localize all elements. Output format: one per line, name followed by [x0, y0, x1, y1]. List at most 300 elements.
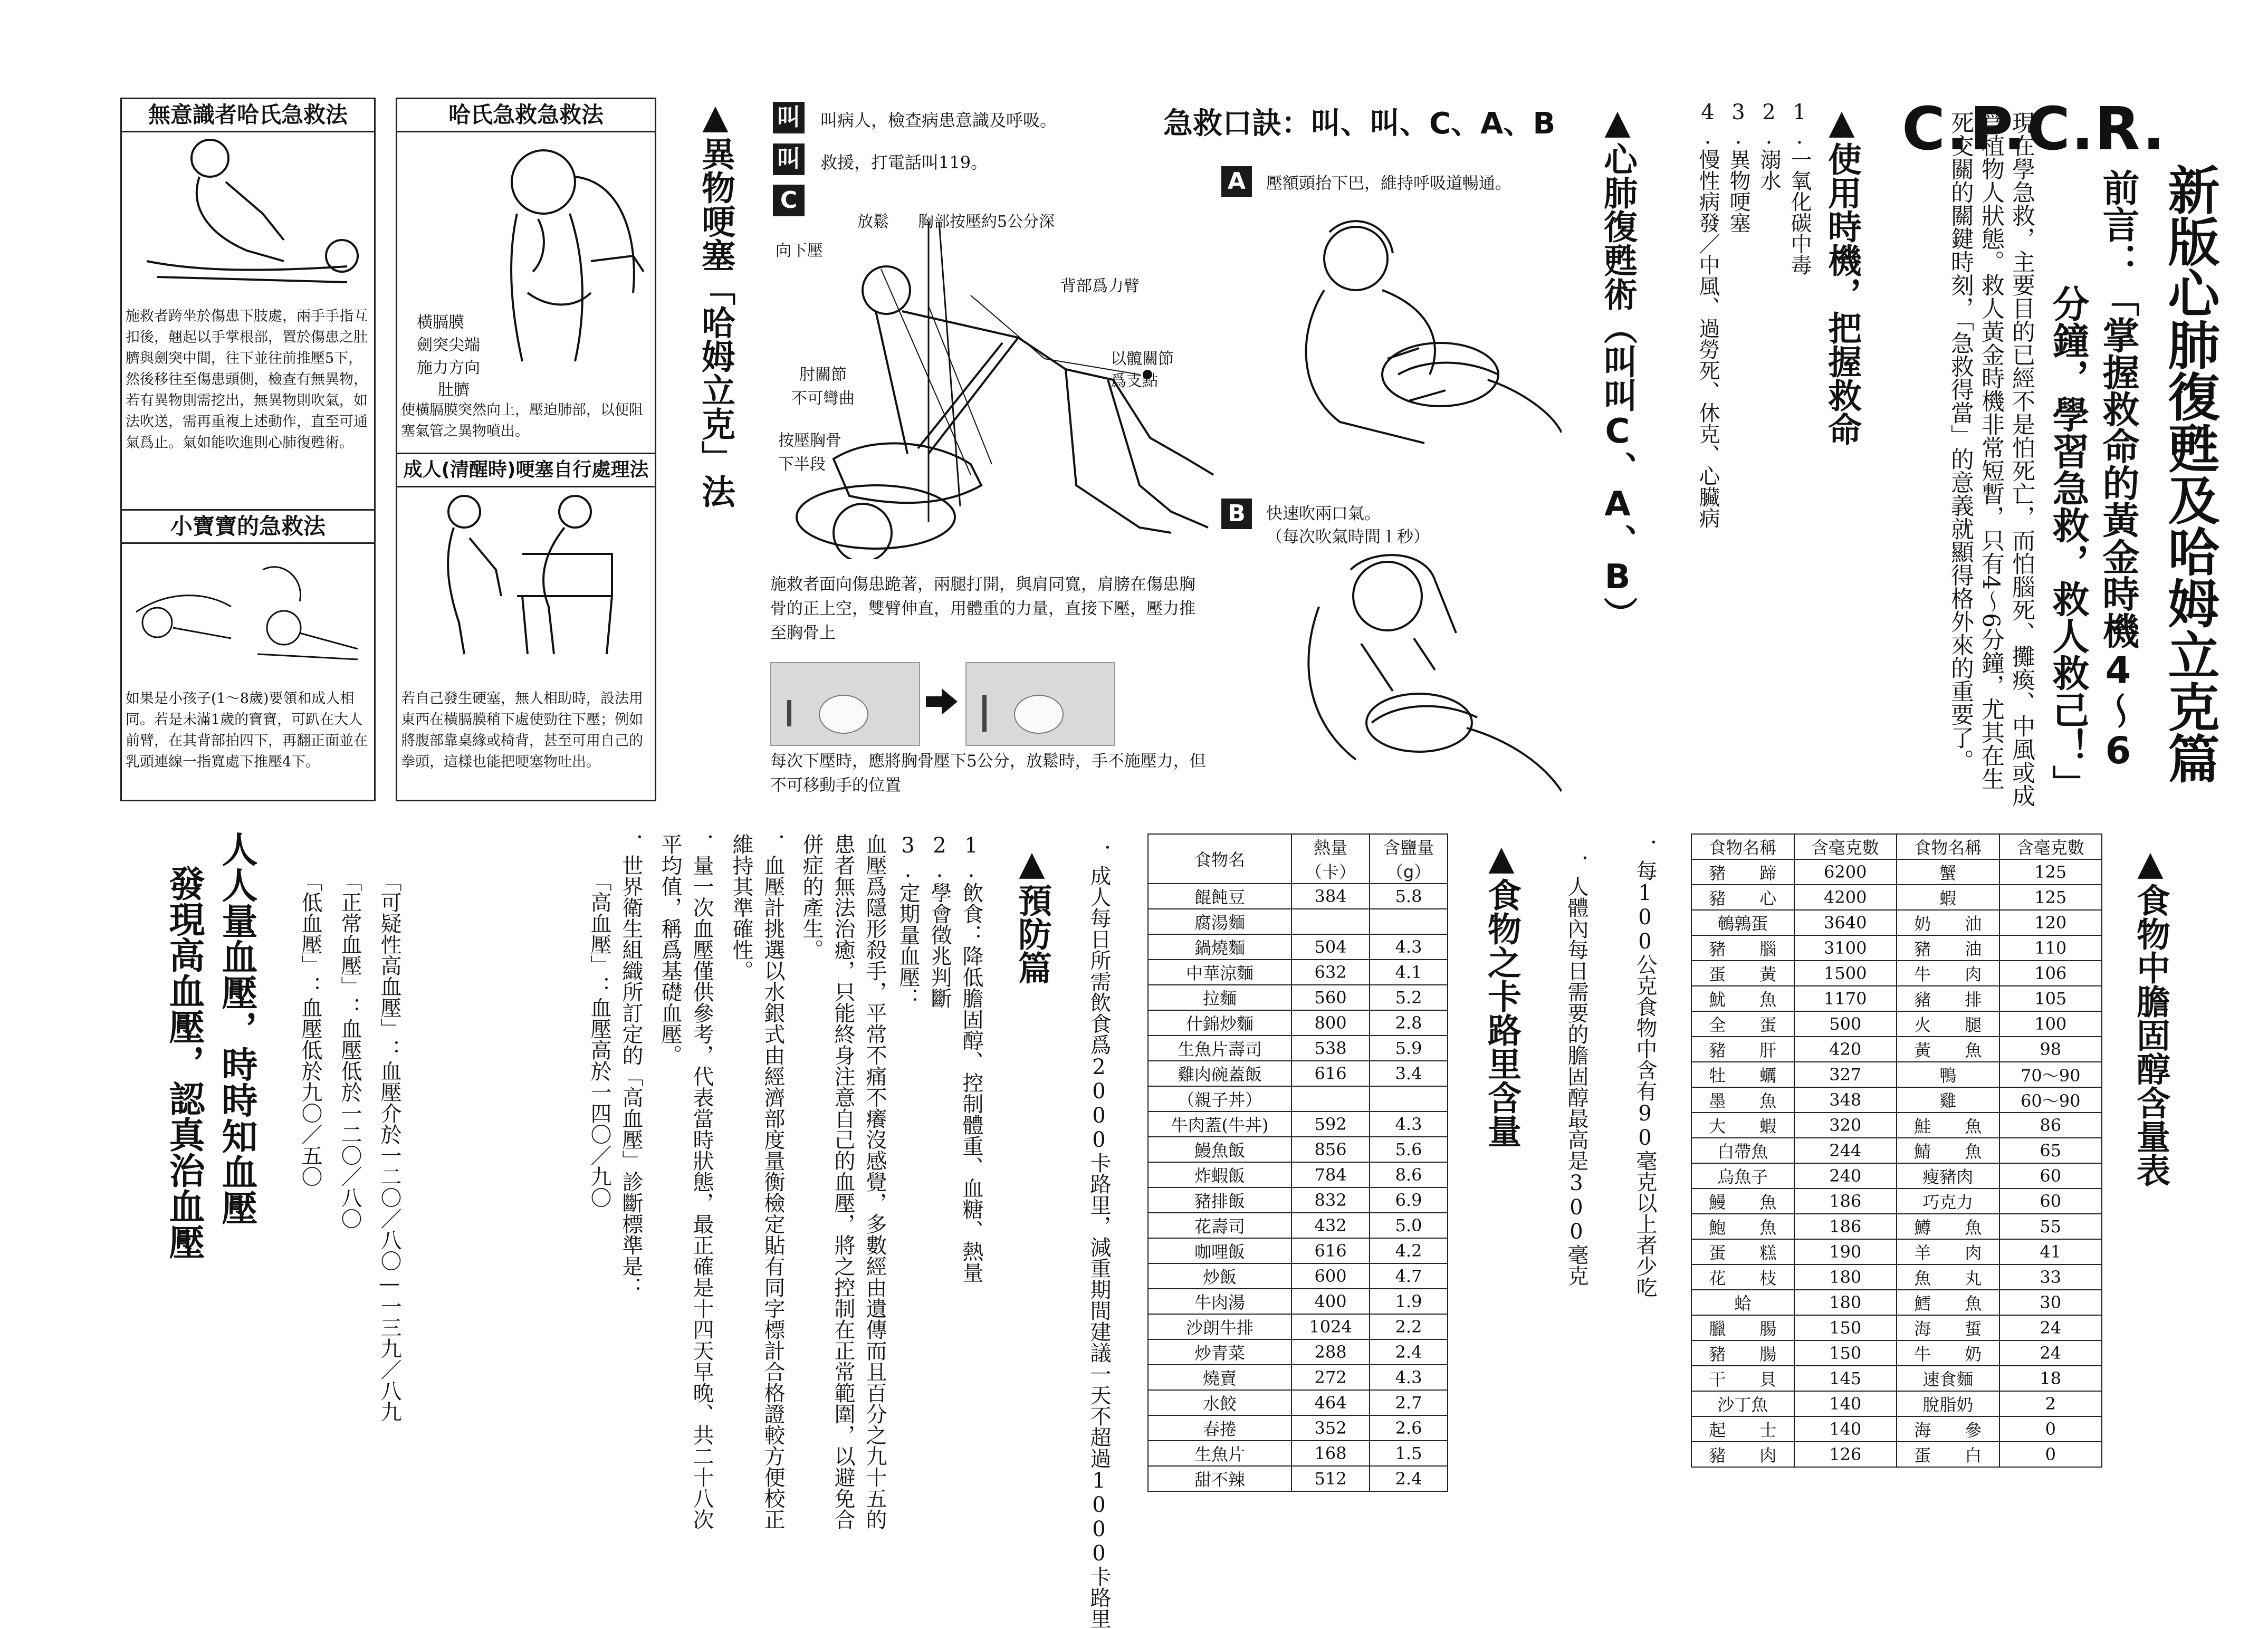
table-cell: 30 — [1999, 1290, 2102, 1315]
cal-unit: （卡） — [1291, 859, 1370, 884]
cholesterol-note-1: ．每100公克食物中含有90毫克以上者少吃 — [1633, 839, 1657, 1298]
table-cell: 400 — [1291, 1289, 1370, 1314]
table-cell: 244 — [1794, 1138, 1897, 1163]
table-cell — [1370, 909, 1448, 934]
table-cell: 100 — [1999, 1011, 2102, 1037]
table-cell: 鰻魚飯 — [1148, 1137, 1291, 1162]
table-row — [1691, 1391, 2102, 1416]
table-cell: 186 — [1794, 1214, 1897, 1239]
table-cell: 1170 — [1794, 986, 1897, 1011]
chol-header: 含毫克數 — [1794, 834, 1897, 859]
table-row — [1148, 1289, 1448, 1314]
table-cell: 320 — [1794, 1113, 1897, 1138]
table-cell: 288 — [1291, 1339, 1370, 1365]
table-cell: 1.9 — [1370, 1289, 1448, 1314]
box2-text: 使橫膈膜突然向上，壓迫肺部，以便阻塞氣管之異物噴出。 — [401, 402, 643, 439]
table-cell: 牡 蠣 — [1691, 1062, 1794, 1087]
table-row — [1691, 1163, 2102, 1189]
heimlich-heading: ▲異物哽塞「哈姆立克」法 — [696, 98, 735, 508]
step1-text: 叫病人，檢查病患意識及呼吸。 — [820, 110, 1057, 130]
table-cell: 5.2 — [1370, 985, 1448, 1010]
table-cell — [1370, 1086, 1448, 1111]
table-cell: 奶 油 — [1897, 910, 1999, 935]
table-cell: 牛 奶 — [1897, 1340, 1999, 1366]
table-cell: 豬 油 — [1897, 935, 1999, 961]
table-cell: 豬 肉 — [1691, 1442, 1794, 1467]
b-text-2: （每次吹氣時間１秒） — [1266, 528, 1430, 547]
label-sternum-2: 下半段 — [778, 455, 826, 474]
label-relax: 放鬆 — [857, 213, 889, 231]
table-cell: 432 — [1291, 1213, 1370, 1238]
table-cell: 538 — [1291, 1036, 1370, 1061]
table-cell: 脫脂奶 — [1897, 1391, 1999, 1416]
table-cell: 蛋 黃 — [1691, 961, 1794, 986]
table-cell: 鮭 魚 — [1897, 1113, 1999, 1138]
table-cell: 黃 魚 — [1897, 1037, 1999, 1062]
table-cell: 炒飯 — [1148, 1263, 1291, 1289]
table-row — [1148, 1314, 1448, 1339]
table-cell: 鮑 魚 — [1691, 1214, 1794, 1239]
table-cell: 5.6 — [1370, 1137, 1448, 1162]
table-cell: 3100 — [1794, 935, 1897, 961]
table-row — [1691, 961, 2102, 986]
table-cell: 420 — [1794, 1037, 1897, 1062]
table-cell: 384 — [1291, 884, 1370, 909]
table-cell: 784 — [1291, 1162, 1370, 1187]
table-row — [1148, 1365, 1448, 1390]
table-cell: 中華涼麵 — [1148, 960, 1291, 985]
table-cell: 烏魚子 — [1691, 1163, 1794, 1189]
table-cell: 65 — [1999, 1138, 2102, 1163]
box2-label-diaphragm: 橫膈膜 — [417, 313, 464, 332]
table-cell: 魚 丸 — [1897, 1264, 1999, 1290]
table-cell: 600 — [1291, 1263, 1370, 1289]
table-cell: 餛飩豆 — [1148, 884, 1291, 909]
table-cell: 巧克力 — [1897, 1189, 1999, 1214]
box1-text: 施救者跨坐於傷患下肢處，兩手手指互扣後，翹起以手掌根部，置於傷患之肚臍與劍突中間，往下並往前推壓5下，然後移往至傷患頭側，檢查有無異物，若有異物則需挖出，無異物則吹氣，如法吹送，需再重複上述動作，直至可通氣爲止。氣如能吹進則心肺復甦術。 — [126, 308, 368, 451]
prevention-item: ．血壓計挑選以水銀式由經濟部度量衡檢定貼有同字標計合格證較方便校正維持其準確性。 — [729, 833, 785, 1530]
table-cell: 蛋 糕 — [1691, 1239, 1794, 1264]
table-cell: 0 — [1999, 1416, 2102, 1442]
table-row — [1691, 1189, 2102, 1214]
table-row — [1148, 884, 1448, 909]
table-cell: 鵪鶉蛋 — [1691, 910, 1794, 935]
table-cell: 干 貝 — [1691, 1366, 1794, 1391]
table-cell: 4.7 — [1370, 1263, 1448, 1289]
prevention-item: 「可疑性高血壓」：血壓介於一二〇／八〇—一三九／八九 — [377, 870, 401, 1422]
table-cell: 2.4 — [1370, 1466, 1448, 1491]
table-cell: 燒賣 — [1148, 1365, 1291, 1390]
table-cell: 98 — [1999, 1037, 2102, 1062]
label-elbow-2: 不可彎曲 — [791, 389, 855, 408]
cholesterol-note-2: ．人體內每日需要的膽固醇最高是300毫克 — [1564, 855, 1588, 1286]
table-cell: 105 — [1999, 986, 2102, 1011]
table-row — [1148, 1238, 1448, 1263]
label-hip: 以髖關節 — [1111, 350, 1174, 368]
table-cell: 24 — [1999, 1340, 2102, 1366]
table-row — [1691, 1214, 2102, 1239]
table-cell: 4.3 — [1370, 1111, 1448, 1137]
table-cell: 牛 肉 — [1897, 961, 1999, 986]
table-cell: 蟹 — [1897, 859, 1999, 885]
table-cell: （親子丼） — [1148, 1086, 1291, 1111]
preface-title-2: 分鐘，學習急救，救人救己！」 — [2046, 285, 2090, 802]
table-cell: 800 — [1291, 1010, 1370, 1036]
table-row — [1148, 909, 1448, 934]
table-cell: 花 枝 — [1691, 1264, 1794, 1290]
table-cell: 海 參 — [1897, 1416, 1999, 1442]
table-cell: 生魚片 — [1148, 1441, 1291, 1466]
table-cell: 168 — [1291, 1441, 1370, 1466]
table-row — [1691, 1340, 2102, 1366]
table-cell: 106 — [1999, 961, 2102, 986]
infant-illustration — [126, 549, 368, 665]
table-cell: 2.7 — [1370, 1390, 1448, 1415]
table-cell: 60 — [1999, 1189, 2102, 1214]
c-description: 施救者面向傷患跪著，兩腿打開，與肩同寬，肩膀在傷患胸骨的正上空，雙臂伸直，用體重的力量，直接下壓，壓力推至胸骨上 — [770, 575, 1195, 643]
table-cell: 鰻 魚 — [1691, 1189, 1794, 1214]
label-elbow: 肘關節 — [799, 366, 847, 384]
table-row — [1691, 859, 2102, 885]
table-cell: 牛肉湯 — [1148, 1289, 1291, 1314]
table-row — [1148, 1162, 1448, 1187]
slogan-1: 人人量血壓，時時知血壓 — [216, 831, 257, 1225]
table-row — [1148, 985, 1448, 1010]
table-cell: 464 — [1291, 1390, 1370, 1415]
step1-key: 叫 — [773, 102, 805, 133]
cholesterol-heading: ▲食物中膽固醇含量表 — [2131, 844, 2170, 1187]
table-cell: 120 — [1999, 910, 2102, 935]
table-cell: 125 — [1999, 859, 2102, 885]
table-cell: 352 — [1291, 1415, 1370, 1441]
chol-header: 含毫克數 — [1999, 834, 2102, 859]
table-cell: 110 — [1999, 935, 2102, 961]
table-cell: 5.0 — [1370, 1213, 1448, 1238]
label-back-lever: 背部爲力臂 — [1060, 277, 1140, 295]
table-cell: 4.1 — [1370, 960, 1448, 985]
table-cell: 墨 魚 — [1691, 1087, 1794, 1113]
table-cell: 33 — [1999, 1264, 2102, 1290]
table-cell: 4200 — [1794, 885, 1897, 910]
table-row — [1148, 1466, 1448, 1491]
airway-illustration — [1266, 200, 1562, 454]
table-row — [1691, 1138, 2102, 1163]
table-row — [1148, 1390, 1448, 1415]
table-cell: 鱒 魚 — [1897, 1214, 1999, 1239]
cpr-mnemonic: 急救口訣：叫、叫、C、A、B — [1163, 107, 1556, 141]
table-cell: 火 腿 — [1897, 1011, 1999, 1037]
table-cell: 4.3 — [1370, 934, 1448, 960]
table-cell: 70～90 — [1999, 1062, 2102, 1087]
table-cell: 拉麵 — [1148, 985, 1291, 1010]
table-cell: 魷 魚 — [1691, 986, 1794, 1011]
table-cell: 牛肉蓋(牛丼) — [1148, 1111, 1291, 1137]
table-row — [1691, 1264, 2102, 1290]
preface-title: 前言：「掌握救命的黃金時機4～6 — [2097, 169, 2140, 772]
calories-heading: ▲食物之卡路里含量 — [1482, 839, 1521, 1148]
cholesterol-table — [1691, 833, 2102, 1468]
table-cell: 6200 — [1794, 859, 1897, 885]
table-row — [1148, 1137, 1448, 1162]
table-row — [1691, 1113, 2102, 1138]
table-cell: 60～90 — [1999, 1087, 2102, 1113]
prevention-item: ．世界衛生組織所訂定的「高血壓」診斷標準是： — [619, 833, 643, 1298]
timing-list — [1646, 100, 1815, 575]
table-row — [1691, 1290, 2102, 1315]
table-cell: 856 — [1291, 1137, 1370, 1162]
table-cell: 140 — [1794, 1391, 1897, 1416]
table-cell: 豬 腦 — [1691, 935, 1794, 961]
label-press-down: 向下壓 — [776, 242, 823, 260]
table-row — [1148, 960, 1448, 985]
box2-label-direction: 施力方向 — [417, 359, 480, 377]
table-cell: 145 — [1794, 1366, 1897, 1391]
table-cell: 6.9 — [1370, 1187, 1448, 1213]
table-cell: 海 蜇 — [1897, 1315, 1999, 1340]
table-cell: 什錦炒麵 — [1148, 1010, 1291, 1036]
prevention-item: 「正常血壓」：血壓低於一二〇／八〇 — [338, 870, 362, 1229]
arrow-icon — [926, 688, 958, 715]
table-cell: 生魚片壽司 — [1148, 1036, 1291, 1061]
box4-text: 若自己發生硬塞，無人相助時，設法用東西在橫膈膜稍下處使勁往下壓；例如將腹部靠桌緣或椅背，甚至可用自己的拳頭，這樣也能把哽塞物吐出。 — [401, 691, 643, 770]
table-cell: 4.2 — [1370, 1238, 1448, 1263]
table-cell — [1291, 909, 1370, 934]
table-cell: 512 — [1291, 1466, 1370, 1491]
table-row — [1148, 1213, 1448, 1238]
table-cell: 豬 排 — [1897, 986, 1999, 1011]
table-cell: 臘 腸 — [1691, 1315, 1794, 1340]
table-cell: 速食麵 — [1897, 1366, 1999, 1391]
table-row — [1691, 1315, 2102, 1340]
table-cell: 24 — [1999, 1315, 2102, 1340]
table-cell: 鱈 魚 — [1897, 1290, 1999, 1315]
table-cell: 592 — [1291, 1111, 1370, 1137]
timing-item: 1.一氧化碳中毒 — [1787, 100, 1812, 275]
table-row — [1148, 1010, 1448, 1036]
table-cell: 560 — [1291, 985, 1370, 1010]
table-cell: 3.4 — [1370, 1061, 1448, 1086]
box3-title: 小寶寶的急救法 — [120, 509, 376, 544]
cal-header: 含鹽量 — [1370, 834, 1448, 859]
table-cell: 150 — [1794, 1315, 1897, 1340]
chol-header: 食物名稱 — [1691, 834, 1794, 859]
table-cell: 616 — [1291, 1061, 1370, 1086]
prevention-heading: ▲預防篇 — [1012, 844, 1051, 984]
table-row — [1148, 1061, 1448, 1086]
table-cell: 咖哩飯 — [1148, 1238, 1291, 1263]
table-cell: 186 — [1794, 1189, 1897, 1214]
table-cell: 180 — [1794, 1290, 1897, 1315]
a-key: A — [1221, 166, 1252, 197]
chol-header: 食物名稱 — [1897, 834, 1999, 859]
table-cell: 炸蝦飯 — [1148, 1162, 1291, 1187]
self-heimlich-illustration — [401, 491, 649, 659]
table-cell: 5.9 — [1370, 1036, 1448, 1061]
table-row — [1148, 1339, 1448, 1365]
box4-title: 成人(清醒時)哽塞自行處理法 — [396, 453, 656, 487]
table-cell: 雞 — [1897, 1087, 1999, 1113]
page-title: 新版心肺復甦及哈姆立克篇 — [2159, 164, 2219, 784]
table-cell: 2.4 — [1370, 1339, 1448, 1365]
step2-key: 叫 — [773, 143, 805, 175]
table-cell: 8.6 — [1370, 1162, 1448, 1187]
table-cell: 起 士 — [1691, 1416, 1794, 1442]
table-cell: 豬 蹄 — [1691, 859, 1794, 885]
table-row — [1691, 1442, 2102, 1467]
table-cell: 白帶魚 — [1691, 1138, 1794, 1163]
cal-header: 熱量 — [1291, 834, 1370, 859]
table-cell: 632 — [1291, 960, 1370, 985]
table-cell: 41 — [1999, 1239, 2102, 1264]
calories-table — [1147, 833, 1448, 1492]
table-row — [1148, 1415, 1448, 1441]
table-cell: 鍋燒麵 — [1148, 934, 1291, 960]
table-cell: 500 — [1794, 1011, 1897, 1037]
table-cell: 616 — [1291, 1238, 1370, 1263]
table-cell: 豬 腸 — [1691, 1340, 1794, 1366]
prevention-item: 3.定期量血壓： — [896, 833, 920, 1009]
table-row — [1148, 1187, 1448, 1213]
table-row — [1148, 1111, 1448, 1137]
table-row — [1148, 1086, 1448, 1111]
table-cell: 1.5 — [1370, 1441, 1448, 1466]
cal-unit: （g） — [1370, 859, 1448, 884]
box2-label-navel: 肚臍 — [438, 381, 470, 399]
table-cell: 炒青菜 — [1148, 1339, 1291, 1365]
label-depth: 胸部按壓約5公分深 — [918, 213, 1055, 231]
table-row — [1691, 1239, 2102, 1264]
compress-photo-1 — [770, 662, 920, 746]
table-cell: 348 — [1794, 1087, 1897, 1113]
table-row — [1691, 1366, 2102, 1391]
table-cell: 豬 心 — [1691, 885, 1794, 910]
table-cell: 4.3 — [1370, 1365, 1448, 1390]
prevention-item: ．量一次血壓僅供參考，代表當時狀態，最正確是十四天早晚、共二十八次平均值，稱爲基礎血壓。 — [658, 833, 714, 1530]
table-cell: 1024 — [1291, 1314, 1370, 1339]
table-row — [1691, 885, 2102, 910]
table-row — [1691, 935, 2102, 961]
table-cell: 甜不辣 — [1148, 1466, 1291, 1491]
table-row — [1691, 1416, 2102, 1442]
table-cell: 0 — [1999, 1442, 2102, 1467]
compress-photo-2 — [965, 662, 1115, 746]
table-cell: 1500 — [1794, 961, 1897, 986]
table-cell: 126 — [1794, 1442, 1897, 1467]
calories-note: ．成人每日所需飲食爲2000卡路里，減重期間建議一天不超過1000卡路里 — [1087, 844, 1111, 1629]
table-row — [1691, 1062, 2102, 1087]
table-cell: 羊 肉 — [1897, 1239, 1999, 1264]
b-key: B — [1221, 499, 1252, 529]
table-cell: 327 — [1794, 1062, 1897, 1087]
table-cell: 蛋 白 — [1897, 1442, 1999, 1467]
table-cell: 2.8 — [1370, 1010, 1448, 1036]
b-text: 快速吹兩口氣。 — [1266, 504, 1381, 523]
table-cell: 55 — [1999, 1214, 2102, 1239]
table-row — [1148, 934, 1448, 960]
cal-header: 食物名 — [1148, 834, 1291, 884]
table-cell: 花壽司 — [1148, 1213, 1291, 1238]
timing-item: 3.異物哽塞 — [1726, 100, 1750, 233]
table-row — [1691, 1037, 2102, 1062]
table-cell: 60 — [1999, 1163, 2102, 1189]
table-row — [1148, 1036, 1448, 1061]
step2-text: 救援，打電話叫119。 — [820, 152, 988, 173]
table-cell: 140 — [1794, 1416, 1897, 1442]
table-cell: 190 — [1794, 1239, 1897, 1264]
table-cell: 3640 — [1794, 910, 1897, 935]
cpr-heading: ▲心肺復甦術（叫叫C、A、B） — [1598, 103, 1637, 630]
a-text: 壓額頭抬下巴，維持呼吸道暢通。 — [1266, 174, 1511, 193]
step3-key: C — [773, 185, 805, 216]
prevention-item: 血壓爲隱形殺手，平常不痛不癢沒感覺，多數經由遺傳而且百分之九十五的患者無法治癒，只能終身注意自己的血壓，將之控制在正常範圍，以避免合併症的產生。 — [799, 833, 887, 1530]
table-cell: 沙朗牛排 — [1148, 1314, 1291, 1339]
cpcr-title: C.P.C.R. — [1902, 95, 2166, 164]
timing-heading: ▲使用時機，把握救命 — [1822, 103, 1861, 446]
prevention-item: 「低血壓」：血壓低於九〇／五〇 — [298, 870, 322, 1187]
table-cell: 240 — [1794, 1163, 1897, 1189]
table-row — [1148, 1263, 1448, 1289]
preface-body: 現在學急救，主要目的已經不是怕死亡，而怕腦死、攤瘓、中風或成爲植物人狀態。救人黃金時機非常短暫，只有4～6分鐘，尤其在生死交關的關鍵時刻，「急救得當」的意義就顯得格外來的重要了。 — [1947, 111, 2035, 807]
table-row — [1691, 1011, 2102, 1037]
table-cell: 鴨 — [1897, 1062, 1999, 1087]
label-sternum: 按壓胸骨 — [778, 432, 841, 450]
table-cell: 豬排飯 — [1148, 1187, 1291, 1213]
c-note: 每次下壓時，應將胸骨壓下5公分，放鬆時，手不施壓力，但不可移動手的位置 — [770, 752, 1206, 795]
slogan-2: 發現高血壓，認真治血壓 — [163, 865, 205, 1260]
table-cell: 蛤 — [1691, 1290, 1794, 1315]
table-cell: 雞肉碗蓋飯 — [1148, 1061, 1291, 1086]
unconscious-illustration — [126, 135, 368, 293]
table-cell: 大 蝦 — [1691, 1113, 1794, 1138]
table-cell: 蝦 — [1897, 885, 1999, 910]
table-row — [1148, 1441, 1448, 1466]
table-cell: 150 — [1794, 1340, 1897, 1366]
box2-label-xiphoid: 劍突尖端 — [417, 336, 480, 354]
table-cell: 180 — [1794, 1264, 1897, 1290]
table-cell: 2 — [1999, 1391, 2102, 1416]
table-cell: 272 — [1291, 1365, 1370, 1390]
table-cell: 豬 肝 — [1691, 1037, 1794, 1062]
table-row — [1691, 1087, 2102, 1113]
breathing-illustration — [1266, 549, 1562, 797]
box2-title: 哈氏急救急救法 — [396, 98, 656, 132]
table-cell: 2.6 — [1370, 1415, 1448, 1441]
table-cell: 沙丁魚 — [1691, 1391, 1794, 1416]
table-cell: 125 — [1999, 885, 2102, 910]
table-cell: 瘦豬肉 — [1897, 1163, 1999, 1189]
table-row — [1691, 986, 2102, 1011]
box3-text: 如果是小孩子(1～8歲)要領和成人相同。若是未滿1歲的寶寶，可趴在大人前臂，在其背部拍四下，再翻正面並在乳頭連線一指寬處下推壓4下。 — [126, 691, 368, 770]
table-cell: 腐湯麵 — [1148, 909, 1291, 934]
prevention-item: 「高血壓」：血壓高於一四〇／九〇 — [587, 870, 611, 1208]
prevention-list — [575, 833, 987, 1551]
table-cell: 鯖 魚 — [1897, 1138, 1999, 1163]
table-cell: 水餃 — [1148, 1390, 1291, 1415]
prevention-item: 1.飲食：降低膽固醇、控制體重、血糖、熱量 — [959, 833, 983, 1283]
table-cell: 春捲 — [1148, 1415, 1291, 1441]
table-cell: 86 — [1999, 1113, 2102, 1138]
prevention-item: 2.學會徵兆判斷 — [927, 833, 952, 1009]
table-cell: 18 — [1999, 1366, 2102, 1391]
timing-item: 4.慢性病發／中風、過勞死、休克、心臟病 — [1696, 100, 1720, 529]
table-row — [1691, 910, 2102, 935]
label-hip-2: 爲支點 — [1111, 372, 1158, 390]
table-cell: 全 蛋 — [1691, 1011, 1794, 1037]
table-cell — [1291, 1086, 1370, 1111]
table-cell: 5.8 — [1370, 884, 1448, 909]
box1-title: 無意識者哈氏急救法 — [120, 98, 376, 132]
table-cell: 504 — [1291, 934, 1370, 960]
